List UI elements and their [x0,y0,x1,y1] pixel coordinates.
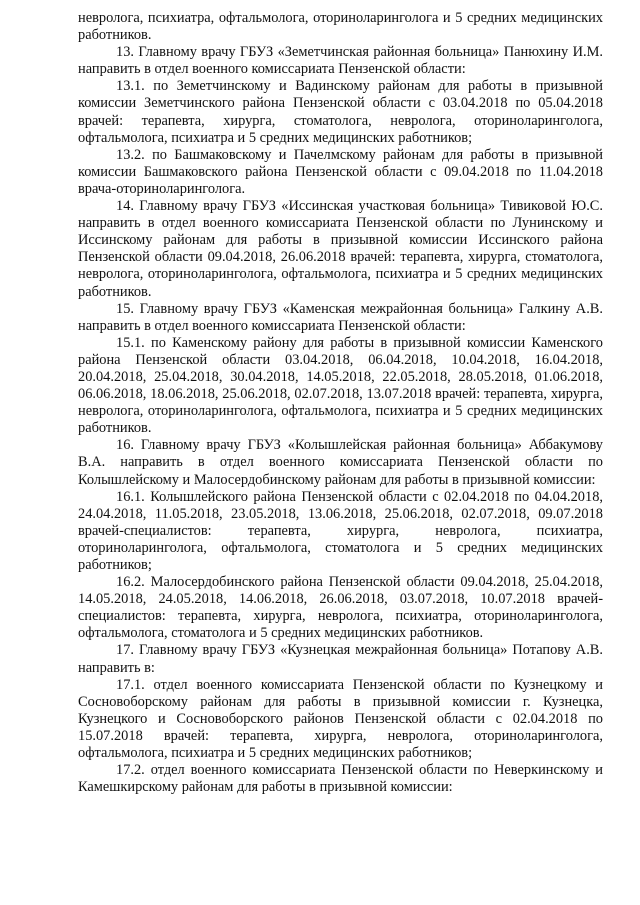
paragraph: невролога, психиатра, офтальмолога, оториноларинголога и 5 средних медицинских работников. [78,10,603,44]
paragraph: 16.1. Колышлейского района Пензенской области с 02.04.2018 по 04.04.2018, 24.04.2018, 11.05.2018, 23.05.2018, 13.06.2018, 25.06.2018, 02.07.2018, 09.07.2018 врачей-специалистов: терапевта, хирурга, невролога, психиатра, оториноларинголога, офтальмолога, стоматолога и 5 средних медицинских работников; [78,488,603,573]
document-page [78,10,603,796]
paragraph: 15. Главному врачу ГБУЗ «Каменская межрайонная больница» Галкину А.В. направить в отдел военного комиссариата Пензенской области: [78,300,603,334]
paragraph: 16.2. Малосердобинского района Пензенской области 09.04.2018, 25.04.2018, 14.05.2018, 24.05.2018, 14.06.2018, 26.06.2018, 03.07.2018, 10.07.2018 врачей-специалистов: терапевта, хирурга, невролога, психиатра, оториноларинголога, офтальмолога, стоматолога и 5 средних медицинских работников. [78,574,603,642]
paragraph: 15.1. по Каменскому району для работы в призывной комиссии Каменского района Пензенской области 03.04.2018, 06.04.2018, 10.04.2018, 16.04.2018, 20.04.2018, 25.04.2018, 30.04.2018, 14.05.2018, 22.05.2018, 28.05.2018, 01.06.2018, 06.06.2018, 18.06.2018, 25.06.2018, 02.07.2018, 13.07.2018 врачей: терапевта, хирурга, невролога, оториноларинголога, офтальмолога, психиатра и 5 средних медицинских работников. [78,334,603,437]
paragraph: 17. Главному врачу ГБУЗ «Кузнецкая межрайонная больница» Потапову А.В. направить в: [78,642,603,676]
paragraph: 13.2. по Башмаковскому и Пачелмскому районам для работы в призывной комиссии Башмаковского района Пензенской области с 09.04.2018 по 11.04.2018 врача-оториноларинголога. [78,146,603,197]
paragraph: 13. Главному врачу ГБУЗ «Земетчинская районная больница» Панюхину И.М. направить в отдел военного комиссариата Пензенской области: [78,44,603,78]
paragraph: 17.1. отдел военного комиссариата Пензенской области по Кузнецкому и Сосновоборскому районам для работы в призывной комиссии г. Кузнецка, Кузнецкого и Сосновоборского районов Пензенской области с 02.04.2018 по 15.07.2018 врачей: терапевта, хирурга, невролога, оториноларинголога, офтальмолога, психиатра и 5 средних медицинских работников; [78,676,603,762]
paragraph: 16. Главному врачу ГБУЗ «Колышлейская районная больница» Аббакумову В.А. направить в отдел военного комиссариата Пензенской области по Колышлейскому и Малосердобинскому районам для работы в призывной комиссии: [78,437,603,488]
paragraph: 14. Главному врачу ГБУЗ «Иссинская участковая больница» Тивиковой Ю.С. направить в отдел военного комиссариата Пензенской области по Лунинскому и Иссинскому районам для работы в призывной комиссии Иссинского района Пензенской области 09.04.2018, 26.06.2018 врачей: терапевта, хирурга, стоматолога, невролога, оториноларинголога, офтальмолога, психиатра и 5 средних медицинских работников. [78,198,603,300]
paragraph: 13.1. по Земетчинскому и Вадинскому районам для работы в призывной комиссии Земетчинского района Пензенской области с 03.04.2018 по 05.04.2018 врачей: терапевта, хирурга, стоматолога, невролога, оториноларинголога, офтальмолога, психиатра и 5 средних медицинских работников; [78,78,603,146]
paragraph: 17.2. отдел военного комиссариата Пензенской области по Неверкинскому и Камешкирскому районам для работы в призывной комиссии: [78,762,603,796]
